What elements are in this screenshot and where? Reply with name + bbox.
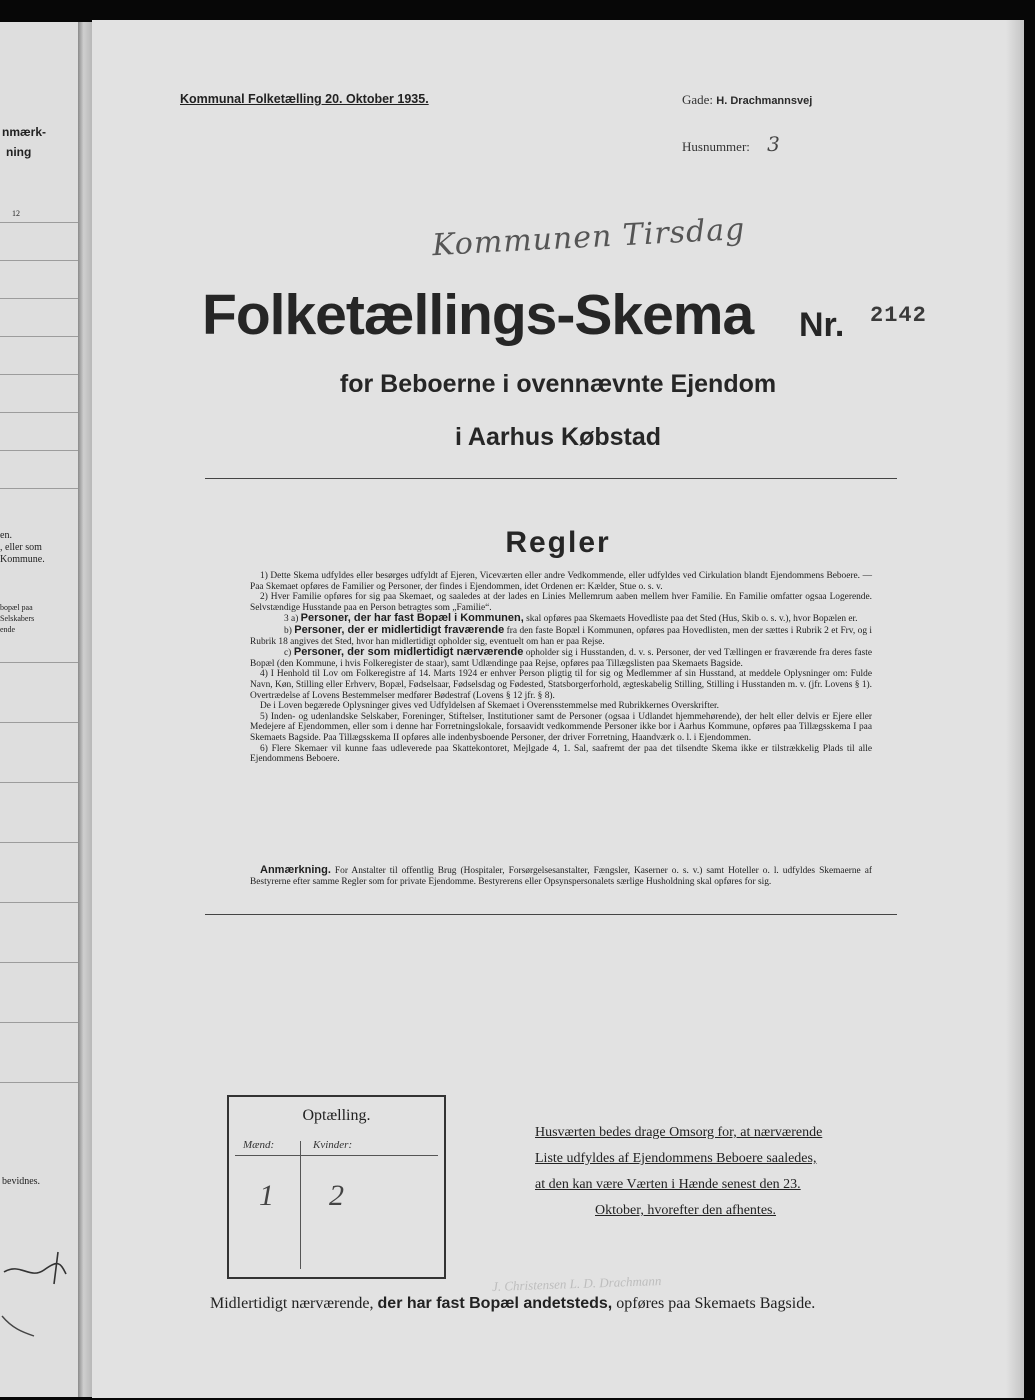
left-header-1: nmærk- <box>2 125 47 139</box>
left-handwriting-scribble <box>0 1232 78 1342</box>
left-rule <box>0 222 78 223</box>
rule-6: 6) Flere Skemaer vil kunne faas udleverede paa Skattekontoret, Mejlgade 4, 1. Sal, saafremt der paa det tilsendte Skema ikke er tilstrækkelig Plads til alle Ejendommens Beboere. <box>250 743 872 765</box>
notice-line: Oktober, hvorefter den afhentes. <box>595 1203 776 1218</box>
footer-instruction <box>210 1295 815 1313</box>
left-rule <box>0 962 78 963</box>
left-rule <box>0 722 78 723</box>
count-box-rule <box>235 1155 438 1156</box>
footer-part-1: Midlertidigt nærværende, <box>210 1295 374 1312</box>
form-subtitle: for Beboerne i ovennævnte Ejendom <box>339 370 777 398</box>
census-heading: Kommunal Folketælling 20. Oktober 1935. <box>180 92 429 106</box>
women-count: 2 <box>329 1179 344 1212</box>
form-number: 2142 <box>870 303 927 328</box>
left-fragment: bopæl paa <box>0 603 33 612</box>
page-edge-shadow <box>1006 20 1024 1398</box>
remark-text: For Anstalter til offentlig Brug (Hospitaler, Forsørgelsesanstalter, Fængsler, Kaserner o. s. v.) samt Hoteller o. l. udfyldes Skemaerne af Bestyrerne efter samme Regler som for private Ejendomme. Bestyrerens eller Opsynspersonalets særlige Husholdning skal opføres for sig. <box>250 866 873 887</box>
left-rule <box>0 450 78 451</box>
handwritten-note: Kommunen Tirsdag <box>431 211 747 264</box>
census-form-page <box>92 20 1024 1398</box>
form-number-label: Nr. <box>799 306 845 344</box>
notice-line: at den kan være Værten i Hænde senest den 23. <box>535 1177 801 1192</box>
left-rule <box>0 488 78 489</box>
remark <box>250 865 872 887</box>
rule-5: 5) Inden- og udenlandske Selskaber, Foreninger, Stiftelser, Institutioner samt de Personer (ogsaa i Udlandet hjemmehørende), der helt eller delvis er Ejere eller Medejere af Ejendommen, eller som i denne har Forretningslokale, forsaavidt vedkommende Personer ikke bor i Aarhus Kommune, opføres paa Tillægsskema I paa Skemaets Bagside. Paa Tillægsskema II opføres alle indenbysboende Personer, der driver Forretning, Haandværk o. l. i Ejendommen. <box>250 711 872 743</box>
footer-part-3: opføres paa Skemaets Bagside. <box>616 1295 816 1312</box>
left-fragment: en. <box>0 530 12 541</box>
rule-4b: De i Loven begærede Oplysninger gives ved Udfyldelsen af Skemaet i Overensstemmelse med Rubrikkernes Overskrifter. <box>260 701 719 712</box>
count-box-column-divider <box>300 1141 301 1269</box>
rule-3a: 3 a) Personer, der har fast Bopæl i Kommunen, skal opføres paa Skemaets Hovedliste paa det Sted (Hus, Skib o. s. v.), hvor Bopælen er. <box>284 612 858 625</box>
divider <box>205 914 897 915</box>
rule-3b: b) Personer, der er midlertidigt fraværende fra den faste Bopæl i Kommunen, opføres paa Hovedlisten, men der sættes i Rubrik 2 et Frv, og i Rubrik 18 angives det Sted, hvor han midlertidigt opholder sig, eventuelt om han er paa Rejse. <box>250 623 873 647</box>
women-label: Kvinder: <box>313 1139 353 1151</box>
left-rule <box>0 1022 78 1023</box>
remark-heading: Anmærkning. <box>260 864 331 876</box>
house-number-label: Husnummer: <box>682 139 750 154</box>
street-field <box>682 92 812 108</box>
left-fragment: , eller som <box>0 542 42 553</box>
divider <box>205 478 897 479</box>
left-rule <box>0 374 78 375</box>
left-rule <box>0 902 78 903</box>
left-page-strip <box>0 22 79 1397</box>
left-fragment: bevidnes. <box>2 1176 41 1187</box>
rule-2: 2) Hver Familie opføres for sig paa Skemaet, og saaledes at der lades en Linies Mellemrum aaben mellem hver Familie. En Familie omfatter ogsaa Logerende. Selvstændige Husstande paa en Person betragtes som „Familie“. <box>250 592 872 613</box>
book-binding <box>78 22 92 1397</box>
left-rule <box>0 782 78 783</box>
street-label: Gade: <box>682 92 714 107</box>
left-column-number: 12 <box>12 209 20 218</box>
house-number-value: 3 <box>767 132 780 156</box>
house-number-field <box>682 132 780 156</box>
left-fragment: Selskabers <box>0 614 35 623</box>
left-rule <box>0 336 78 337</box>
left-rule <box>0 662 78 663</box>
rule-3c: c) Personer, der som midlertidigt nærværende opholder sig i Husstanden, d. v. s. Personer, der ved Tællingen er fraværende fra deres faste Bopæl (den Kommune, i hvis Folkeregister de staar), samt Udlændinge paa Rejse, opføres paa Tillægslisten paa Skemaets Bagside. <box>250 646 873 669</box>
footer-part-2: der har fast Bopæl andetsteds, <box>377 1295 613 1312</box>
form-location: i Aarhus Købstad <box>454 423 662 451</box>
men-count: 1 <box>259 1179 274 1212</box>
left-rule <box>0 298 78 299</box>
left-fragment: ende <box>0 625 16 634</box>
form-title: Folketællings-Skema <box>202 283 754 347</box>
street-value: H. Drachmannsvej <box>716 95 813 107</box>
rule-4: 4) I Henhold til Lov om Folkeregistre af 14. Marts 1924 er enhver Person pligtig til for sig og Medlemmer af sin Husstand, at meddele Oplysninger om: Fulde Navn, Køn, Stilling eller Erhverv, Bopæl, Fødselsaar, Fødselsdag og Fødested, Statsborgerforhold, ægteskabelig Stilling, Stilling i Husstanden m. v. (jfr. Lovens § 1). Overtrædelse af Lovens Bestemmelser medfører Bødestraf (Lovens § 12 jfr. § 8). <box>250 669 872 701</box>
left-rule <box>0 260 78 261</box>
notice-line: Husværten bedes drage Omsorg for, at nærværende <box>535 1125 823 1140</box>
men-label: Mænd: <box>243 1139 275 1151</box>
rule-1: 1) Dette Skema udfyldes eller besørges udfyldt af Ejeren, Viceværten eller andre Vedkommende, eller udfyldes ved Cirkulation blandt Ejendommens Beboere. — Paa Skemaet opføres de Familier og Personer, der findes i Ejendommen, idet Ordenen er: Kælder, Stue o. s. v. <box>250 571 872 592</box>
left-header-2: ning <box>6 145 32 159</box>
rules-heading: Regler <box>505 526 611 559</box>
left-fragment: Kommune. <box>0 554 45 565</box>
landlord-notice <box>535 1120 871 1224</box>
rules-text <box>250 571 872 765</box>
left-rule <box>0 842 78 843</box>
count-box <box>227 1095 446 1279</box>
left-rule <box>0 412 78 413</box>
notice-line: Liste udfyldes af Ejendommens Beboere saaledes, <box>535 1151 817 1166</box>
faint-signature: J. Christensen L. D. Drachmann <box>491 1273 662 1294</box>
count-box-title: Optælling. <box>302 1107 371 1124</box>
left-rule <box>0 1082 78 1083</box>
